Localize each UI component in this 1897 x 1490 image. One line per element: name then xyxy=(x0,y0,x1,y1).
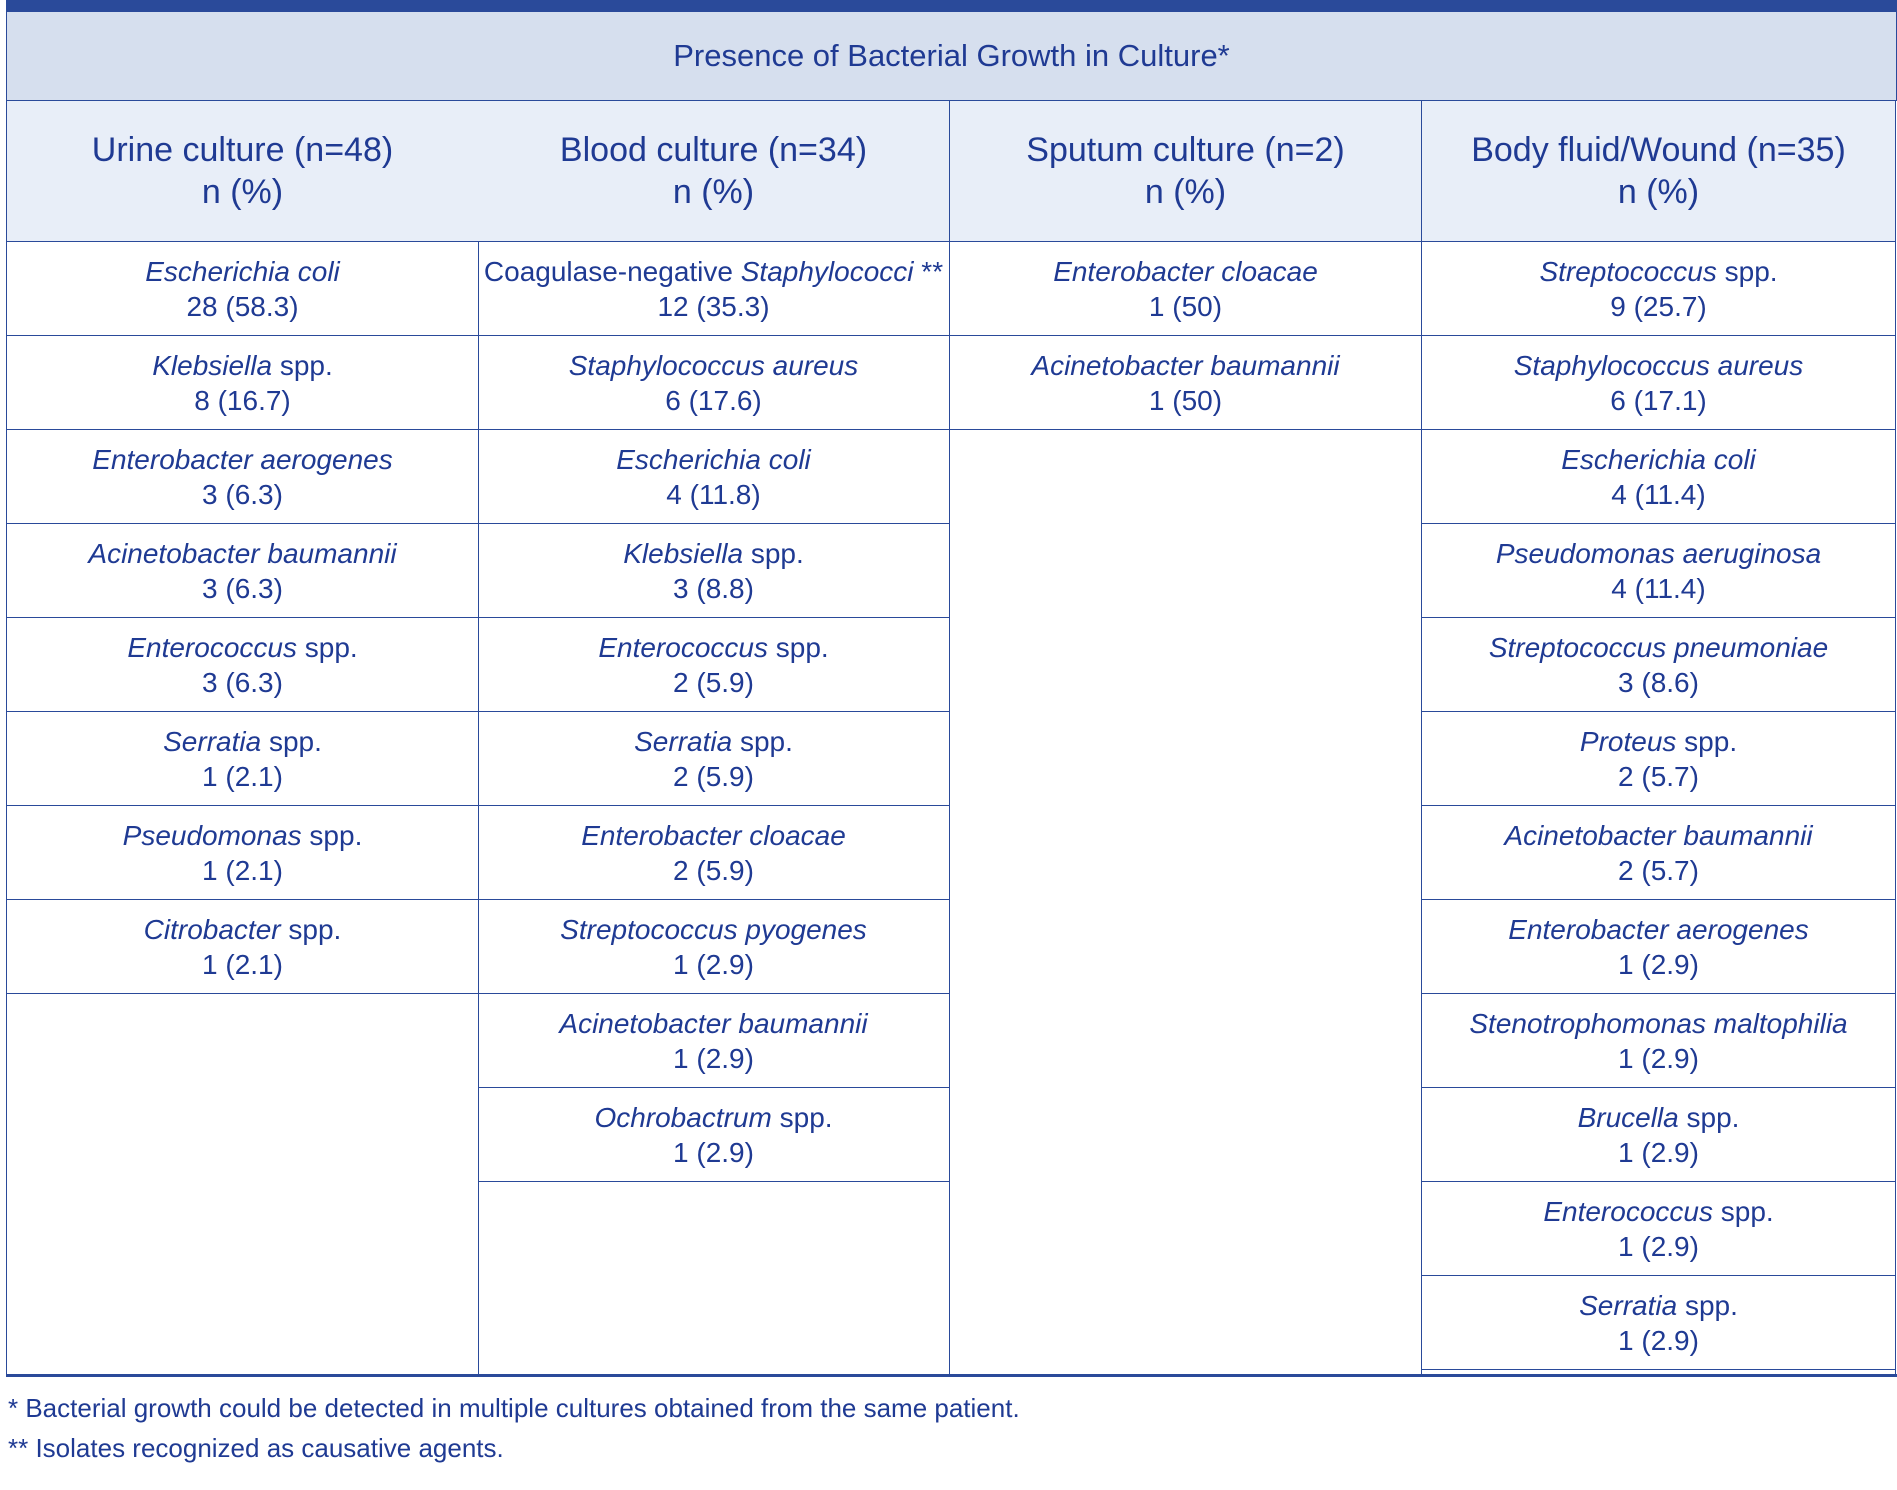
count-percent: 1 (2.9) xyxy=(1618,1136,1699,1168)
table-cell xyxy=(478,994,949,1088)
organism-genus: Klebsiella xyxy=(152,349,273,381)
organism-name xyxy=(1489,630,1828,665)
organism-genus: Escherichia coli xyxy=(616,443,811,475)
organism-name xyxy=(1514,348,1804,383)
table-cell xyxy=(7,336,478,430)
organism-genus: Escherichia coli xyxy=(145,255,340,287)
organism-suffix: spp. xyxy=(280,913,342,945)
organism-suffix: spp. xyxy=(1676,725,1738,757)
organism-genus: Enterococcus xyxy=(127,631,297,663)
column-urine xyxy=(6,242,479,1375)
organism-name xyxy=(560,912,867,947)
organism-name xyxy=(594,1100,832,1135)
column-sputum xyxy=(950,242,1422,1375)
organism-name xyxy=(1031,348,1339,383)
count-percent: 2 (5.9) xyxy=(673,854,754,886)
table-cell xyxy=(950,242,1421,336)
organism-genus: Klebsiella xyxy=(623,537,744,569)
organism-genus: Enterobacter cloacae xyxy=(1053,255,1318,287)
header-sublabel: n (%) xyxy=(672,173,755,211)
organism-name xyxy=(144,912,342,947)
count-percent: 2 (5.9) xyxy=(673,760,754,792)
organism-suffix: ** xyxy=(913,255,944,287)
organism-name xyxy=(127,630,357,665)
table-cell xyxy=(7,242,478,336)
organism-name xyxy=(616,442,811,477)
organism-name xyxy=(1469,1006,1847,1041)
organism-name xyxy=(145,254,340,289)
footnote-2: ** Isolates recognized as causative agents. xyxy=(8,1433,504,1463)
organism-name xyxy=(123,818,363,853)
header-sublabel: n (%) xyxy=(1144,173,1227,211)
organism-genus: Proteus xyxy=(1579,725,1677,757)
count-percent: 9 (25.7) xyxy=(1610,290,1707,322)
table-cell xyxy=(478,430,949,524)
table-cell xyxy=(1422,712,1895,806)
count-percent: 3 (6.3) xyxy=(202,572,283,604)
organism-genus: Acinetobacter baumannii xyxy=(559,1007,868,1039)
table-cell xyxy=(478,242,949,336)
count-percent: 1 (2.9) xyxy=(673,1136,754,1168)
organism-name xyxy=(1053,254,1318,289)
organism-name xyxy=(1580,724,1737,759)
organism-genus: Stenotrophomonas maltophilia xyxy=(1469,1007,1848,1039)
table-cell xyxy=(7,524,478,618)
header-body-fluid xyxy=(1422,101,1896,242)
count-percent: 1 (2.1) xyxy=(202,760,283,792)
header-label: Blood culture (n=34) xyxy=(559,131,868,169)
organism-genus: Streptococcus xyxy=(1539,255,1717,287)
organism-genus: Serratia xyxy=(1579,1289,1678,1321)
organism-genus: Citrobacter xyxy=(143,913,281,945)
organism-name xyxy=(581,818,846,853)
table-cell xyxy=(478,1088,949,1182)
organism-suffix: spp. xyxy=(743,537,804,569)
count-percent: 3 (8.8) xyxy=(673,572,754,604)
table-cell xyxy=(1422,1182,1895,1276)
count-percent: 2 (5.9) xyxy=(673,666,754,698)
organism-genus: Pseudomonas aeruginosa xyxy=(1495,537,1822,569)
organism-genus: Staphylococci xyxy=(740,255,914,287)
organism-genus: Enterobacter cloacae xyxy=(581,819,846,851)
header-sublabel: n (%) xyxy=(201,173,284,211)
organism-genus: Brucella xyxy=(1577,1101,1679,1133)
table-bottom-rule xyxy=(6,1374,1897,1377)
organism-name xyxy=(569,348,859,383)
organism-suffix: spp. xyxy=(1678,1101,1740,1133)
organism-genus: Staphylococcus aureus xyxy=(568,349,859,381)
count-percent: 1 (50) xyxy=(1148,290,1223,322)
column-blood xyxy=(478,242,950,1375)
organism-name xyxy=(1579,1288,1738,1323)
header-label: Urine culture (n=48) xyxy=(91,131,394,169)
organism-genus: Enterococcus xyxy=(1543,1195,1713,1227)
table-cell xyxy=(478,806,949,900)
footnote-1: * Bacterial growth could be detected in multiple cultures obtained from the same patient. xyxy=(8,1393,1020,1423)
organism-genus: Serratia xyxy=(163,725,262,757)
header-sputum xyxy=(950,101,1422,242)
table-cell xyxy=(1422,1088,1895,1182)
organism-genus: Pseudomonas xyxy=(122,819,302,851)
culture-table xyxy=(6,0,1897,1377)
table-cell xyxy=(7,618,478,712)
table-cell xyxy=(950,336,1421,430)
organism-name xyxy=(1561,442,1756,477)
table-cell xyxy=(1422,430,1895,524)
organism-name xyxy=(1508,912,1808,947)
organism-suffix: spp. xyxy=(732,725,793,757)
count-percent: 4 (11.4) xyxy=(1611,572,1706,604)
count-percent: 1 (50) xyxy=(1148,384,1223,416)
count-percent: 1 (2.9) xyxy=(1618,1324,1699,1356)
organism-genus: Acinetobacter baumannii xyxy=(1031,349,1340,381)
table-cell xyxy=(7,806,478,900)
count-percent: 1 (2.1) xyxy=(202,854,283,886)
table-cell xyxy=(1422,242,1895,336)
organism-genus: Enterococcus xyxy=(598,631,768,663)
organism-suffix: spp. xyxy=(301,819,363,851)
count-percent: 28 (58.3) xyxy=(186,290,299,322)
count-percent: 1 (2.9) xyxy=(1618,1230,1699,1262)
count-percent: 3 (8.6) xyxy=(1618,666,1699,698)
organism-genus: Enterobacter aerogenes xyxy=(1508,913,1809,945)
header-label: Body fluid/Wound (n=35) xyxy=(1471,131,1846,169)
column-body-fluid xyxy=(1422,242,1896,1375)
organism-genus: Ochrobactrum xyxy=(594,1101,772,1133)
table-cell xyxy=(478,712,949,806)
count-percent: 4 (11.4) xyxy=(1611,478,1706,510)
organism-name xyxy=(1496,536,1821,571)
count-percent: 1 (2.1) xyxy=(202,948,283,980)
table-cell xyxy=(1422,994,1895,1088)
organism-name xyxy=(559,1006,867,1041)
table-title: Presence of Bacterial Growth in Culture* xyxy=(6,12,1897,101)
organism-genus: Acinetobacter baumannii xyxy=(88,537,397,569)
table-cell xyxy=(7,900,478,994)
table-cell xyxy=(1422,806,1895,900)
table-cell xyxy=(7,430,478,524)
count-percent: 6 (17.1) xyxy=(1610,384,1707,416)
organism-name xyxy=(1543,1194,1773,1229)
count-percent: 2 (5.7) xyxy=(1618,854,1699,886)
header-blood xyxy=(478,101,950,242)
organism-name xyxy=(1578,1100,1740,1135)
table-cell xyxy=(478,900,949,994)
organism-genus: Enterobacter aerogenes xyxy=(92,443,393,475)
count-percent: 1 (2.9) xyxy=(1618,1042,1699,1074)
table-cell xyxy=(478,336,949,430)
header-sublabel: n (%) xyxy=(1617,173,1700,211)
table-cell xyxy=(1422,618,1895,712)
organism-genus: Staphylococcus aureus xyxy=(1513,349,1804,381)
organism-suffix: spp. xyxy=(1677,1289,1738,1321)
organism-genus: Acinetobacter baumannii xyxy=(1504,819,1813,851)
table-cell xyxy=(1422,900,1895,994)
count-percent: 12 (35.3) xyxy=(657,290,770,322)
count-percent: 4 (11.8) xyxy=(666,478,761,510)
table-cell xyxy=(1422,524,1895,618)
organism-suffix: spp. xyxy=(1716,255,1778,287)
count-percent: 8 (16.7) xyxy=(194,384,291,416)
count-percent: 3 (6.3) xyxy=(202,666,283,698)
organism-name xyxy=(598,630,828,665)
table-cell xyxy=(1422,1276,1895,1370)
table-cell xyxy=(478,524,949,618)
organism-name xyxy=(92,442,392,477)
table-top-bar xyxy=(6,0,1897,12)
organism-genus: Escherichia coli xyxy=(1561,443,1756,475)
count-percent: 3 (6.3) xyxy=(202,478,283,510)
organism-genus: Streptococcus pneumoniae xyxy=(1488,631,1829,663)
organism-name xyxy=(623,536,804,571)
organism-genus: Streptococcus pyogenes xyxy=(560,913,867,945)
organism-name xyxy=(634,724,793,759)
organism-prefix: Coagulase-negative xyxy=(483,255,741,287)
table-cell xyxy=(1422,336,1895,430)
table-cell xyxy=(478,618,949,712)
organism-genus: Serratia xyxy=(634,725,733,757)
organism-name xyxy=(163,724,322,759)
organism-suffix: spp. xyxy=(272,349,333,381)
organism-name xyxy=(88,536,396,571)
count-percent: 2 (5.7) xyxy=(1618,760,1699,792)
header-label: Sputum culture (n=2) xyxy=(1026,131,1345,169)
organism-name xyxy=(484,254,943,289)
organism-suffix: spp. xyxy=(771,1101,833,1133)
count-percent: 1 (2.9) xyxy=(1618,948,1699,980)
organism-suffix: spp. xyxy=(261,725,322,757)
organism-name xyxy=(152,348,333,383)
count-percent: 1 (2.9) xyxy=(673,948,754,980)
table-cell xyxy=(7,712,478,806)
organism-suffix: spp. xyxy=(296,631,358,663)
organism-suffix: spp. xyxy=(1712,1195,1774,1227)
organism-suffix: spp. xyxy=(767,631,829,663)
count-percent: 6 (17.6) xyxy=(665,384,762,416)
organism-name xyxy=(1504,818,1812,853)
organism-name xyxy=(1539,254,1777,289)
count-percent: 1 (2.9) xyxy=(673,1042,754,1074)
header-urine xyxy=(6,101,479,242)
